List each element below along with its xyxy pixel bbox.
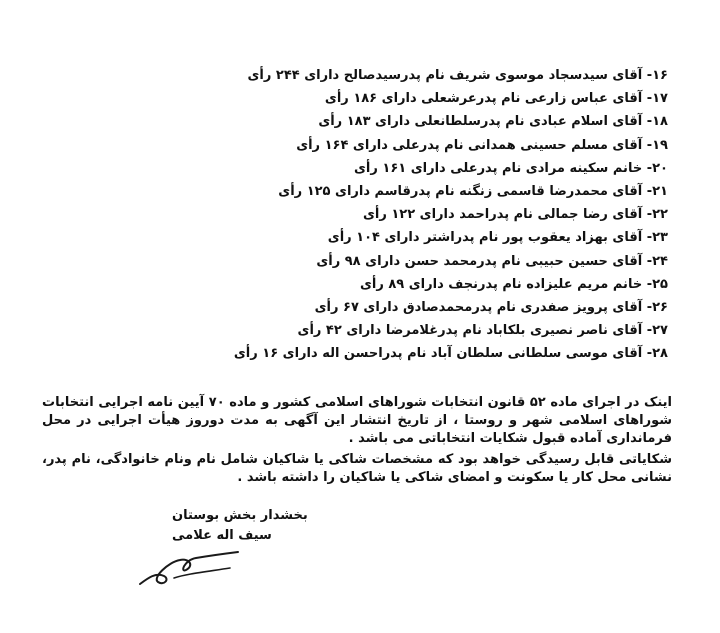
candidate-row: ۱۹- آقای مسلم حسینی همدانی نام پدرعلی دارای ۱۶۴ رأی [296, 137, 668, 153]
signatory-name: سیف اله علامی [172, 528, 272, 543]
candidate-row: ۲۷- آقای ناصر نصیری بلکاباد نام پدرغلامرضا دارای ۴۲ رأی [297, 323, 668, 339]
signatory-title: بخشدار بخش بوستان [172, 508, 308, 523]
candidate-row: ۱۸- آقای اسلام عبادی نام پدرسلطانعلی دارای ۱۸۳ رأی [318, 114, 668, 130]
candidate-row: ۱۶- آقای سیدسجاد موسوی شریف نام پدرسیدصالح دارای ۲۴۴ رأی [247, 68, 668, 83]
candidate-row: ۲۱- آقای محمدرضا قاسمی زنگنه نام پدرقاسم دارای ۱۲۵ رأی [278, 183, 668, 199]
complaint-requirements-paragraph: شکایاتی قابل رسیدگی خواهد بود که مشخصات شاکی یا شاکیان شامل نام ونام خانوادگی، نام پدر، نشانی محل کار یا سکونت و امضای شاکی یا شاکیان را داشته باشد . [42, 452, 672, 485]
handwritten-signature [134, 548, 244, 590]
candidate-row: ۲۲- آقای رضا جمالی نام پدراحمد دارای ۱۲۲ رأی [362, 207, 668, 223]
candidate-row: ۲۰- خانم سکینه مرادی نام پدرعلی دارای ۱۶۱ رأی [354, 160, 668, 176]
candidate-row: ۱۷- آقای عباس زارعی نام پدرعرشعلی دارای ۱۸۶ رأی [324, 91, 668, 107]
candidate-row: ۲۳- آقای بهزاد یعقوب پور نام پدراشتر دارای ۱۰۴ رأی [327, 230, 668, 246]
complaint-notice-paragraph: اینک در اجرای ماده ۵۲ قانون انتخابات شوراهای اسلامی کشور و ماده ۷۰ آیین نامه اجرایی انتخابات شوراهای اسلامی شهر و روستا ، از تاریخ انتشار این آگهی به مدت دوروز هیأت اجرایی در محل فرمانداری آماده قبول شکایات انتخاباتی می باشد . [42, 395, 672, 446]
candidate-row: ۲۸- آقای موسی سلطانی سلطان آباد نام پدراحسن اله دارای ۱۶ رأی [233, 346, 668, 362]
candidate-row: ۲۶- آقای پرویز صفدری نام پدرمحمدصادق دارای ۶۷ رأی [314, 299, 668, 315]
candidate-list [68, 64, 668, 365]
candidate-row: ۲۴- آقای حسین حبیبی نام پدرمحمد حسن دارای ۹۸ رأی [316, 253, 668, 269]
candidate-row: ۲۵- خانم مریم علیزاده نام پدرنجف دارای ۸۹ رأی [359, 276, 668, 292]
